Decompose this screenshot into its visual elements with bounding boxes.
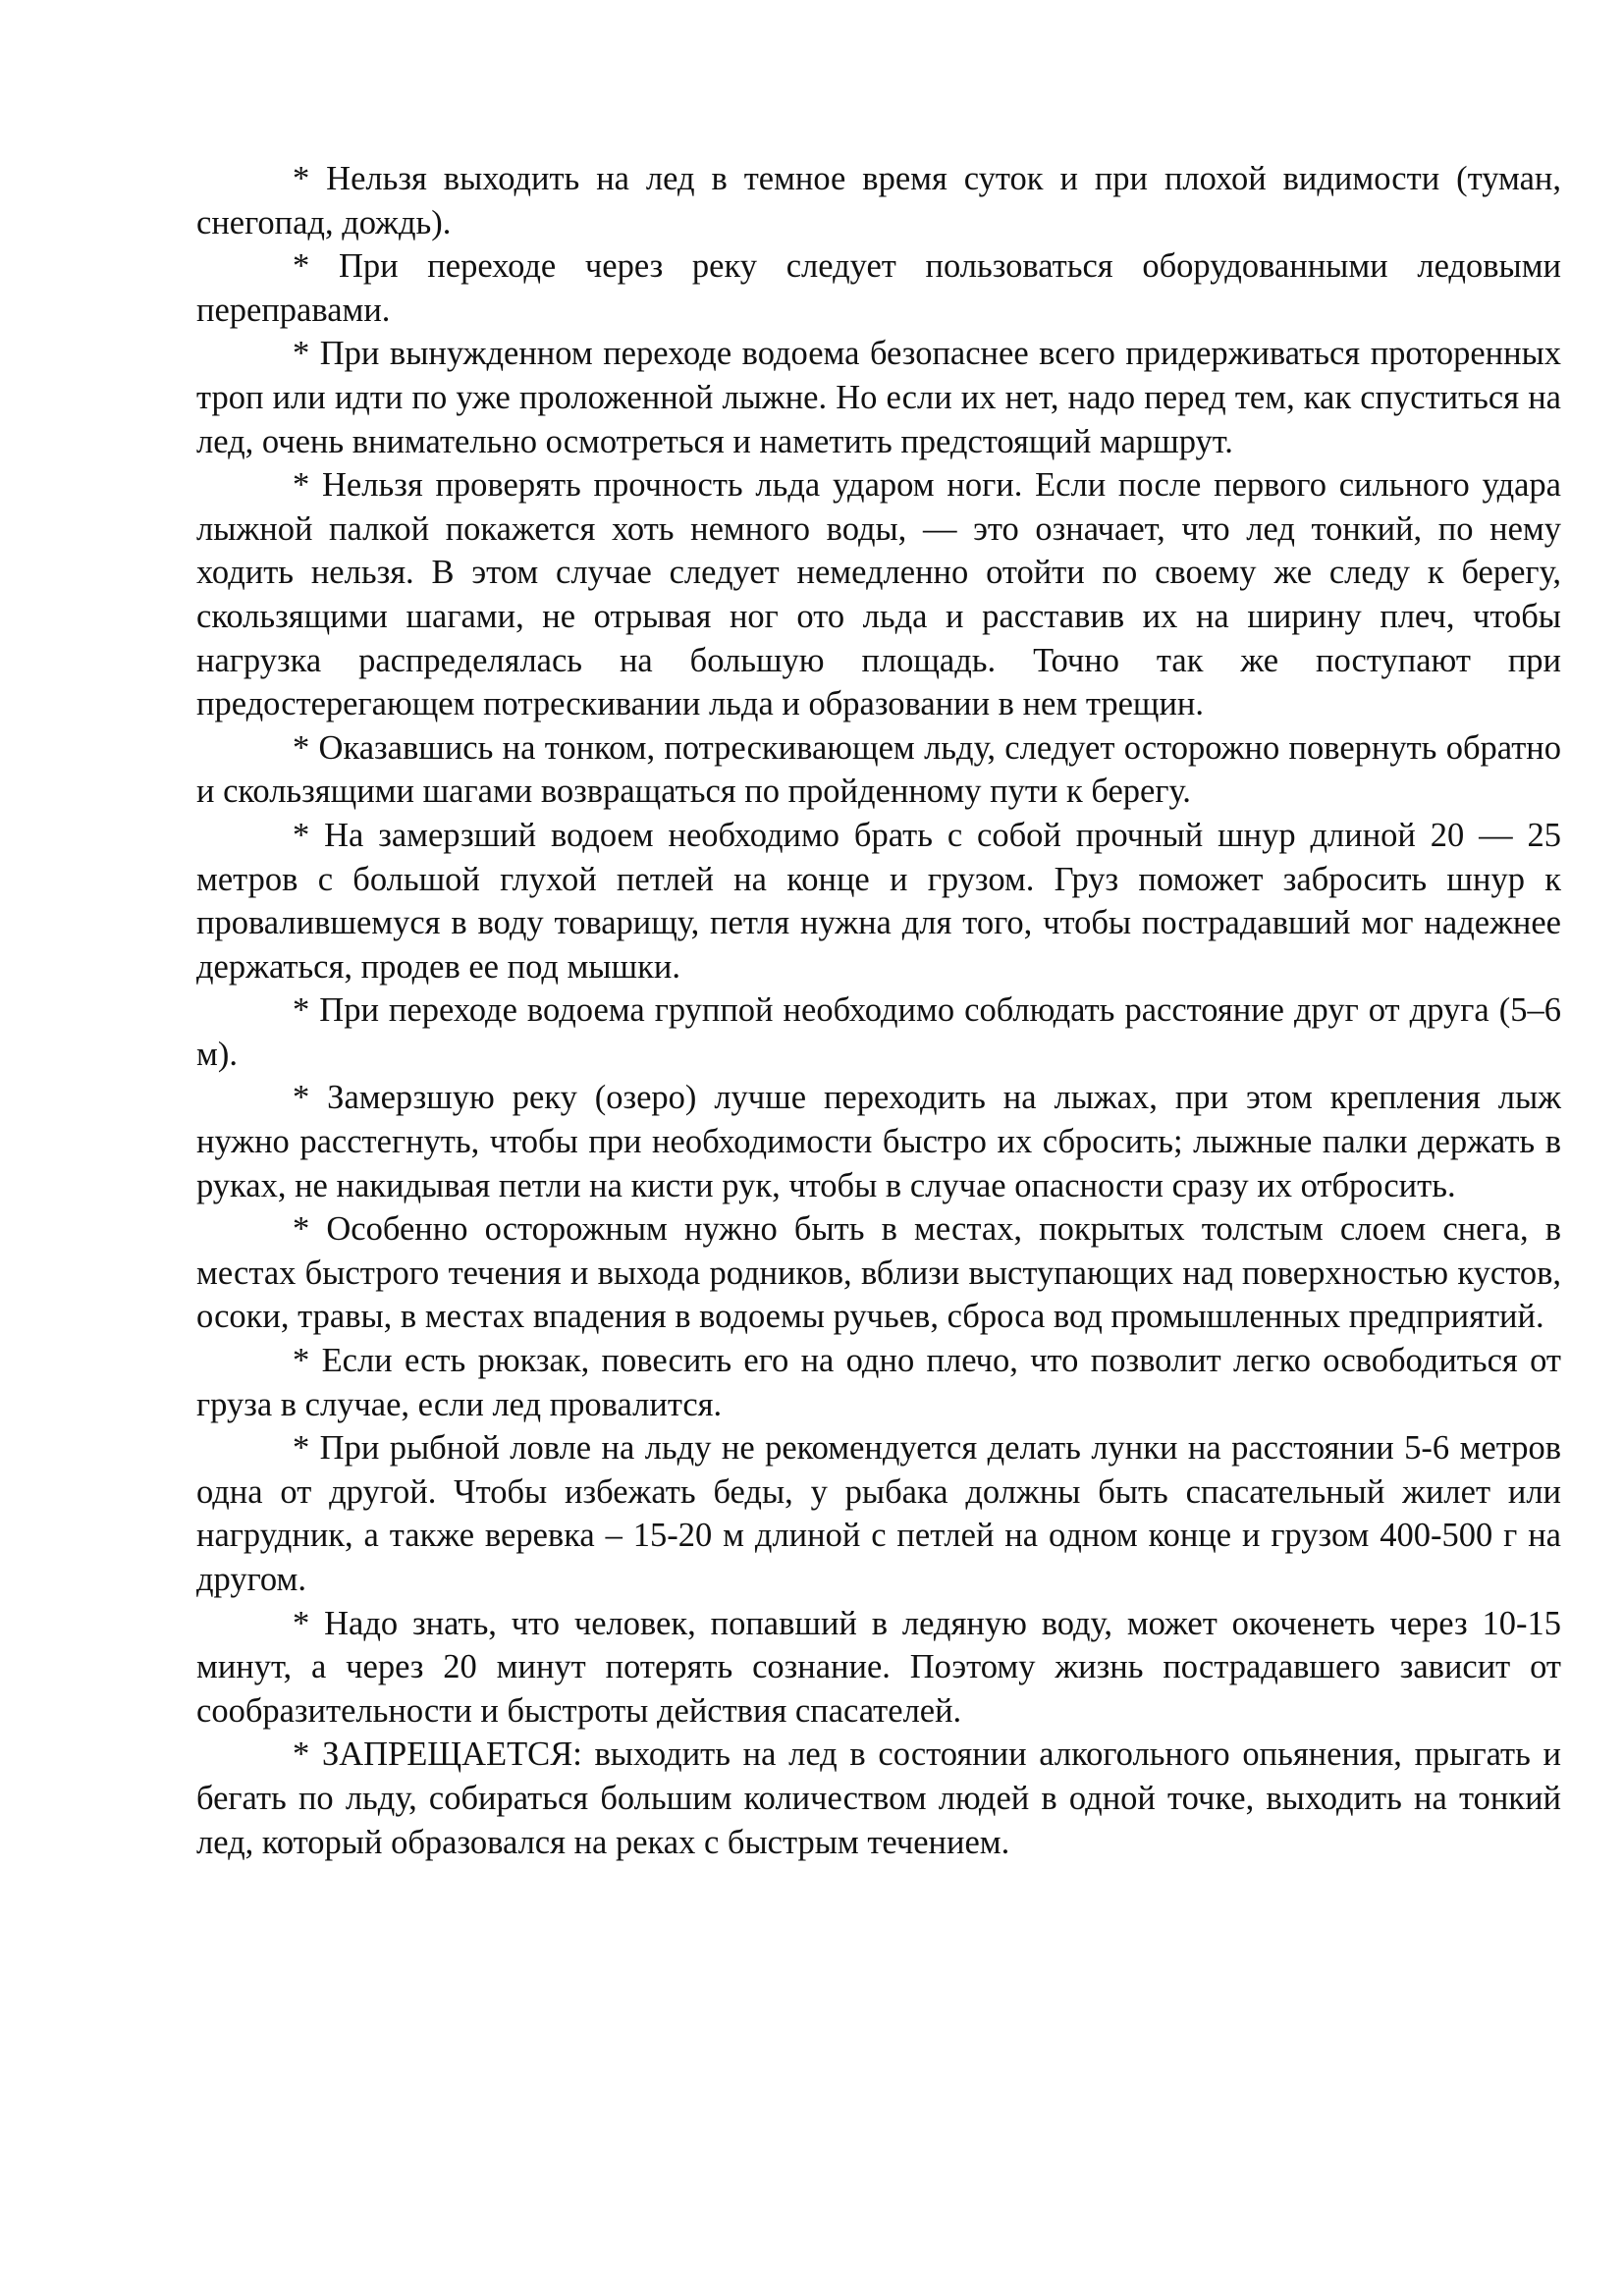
- document-page: [196, 157, 1561, 1864]
- paragraph-dangerous-places: * Особенно осторожным нужно быть в местах, покрытых толстым слоем снега, в местах быстрого течения и выхода родников, вблизи выступающих над поверхностью кустов, осоки, травы, в местах впадения в водоемы ручьев, сброса вод промышленных предприятий.: [196, 1210, 1561, 1336]
- paragraph-fishing: * При рыбной ловле на льду не рекомендуется делать лунки на расстоянии 5-6 метров одна от другой. Чтобы избежать беды, у рыбака должны быть спасательный жилет или нагрудник, а также веревка – 15-20 м длиной с петлей на одном конце и грузом 400-500 г на другом.: [196, 1429, 1561, 1598]
- paragraph-forced-crossing: * При вынужденном переходе водоема безопаснее всего придерживаться проторенных троп или идти по уже проложенной лыжне. Но если их нет, надо перед тем, как спуститься на лед, очень внимательно осмотреться и наметить предстоящий маршрут.: [196, 335, 1561, 460]
- paragraph-prohibited: * ЗАПРЕЩАЕТСЯ: выходить на лед в состоянии алкогольного опьянения, прыгать и бегать по льду, собираться большим количеством людей в одной точке, выходить на тонкий лед, который образовался на реках с быстрым течением.: [196, 1735, 1561, 1861]
- paragraph-dark-time: * Нельзя выходить на лед в темное время суток и при плохой видимости (туман, снегопад, дождь).: [196, 160, 1561, 241]
- paragraph-ice-crossings: * При переходе через реку следует пользоваться оборудованными ледовыми переправами.: [196, 247, 1561, 329]
- paragraph-thin-ice: * Оказавшись на тонком, потрескивающем льду, следует осторожно повернуть обратно и скользящими шагами возвращаться по пройденному пути к берегу.: [196, 728, 1561, 811]
- paragraph-icy-water: * Надо знать, что человек, попавший в ледяную воду, может окоченеть через 10-15 минут, а через 20 минут потерять сознание. Поэтому жизнь пострадавшего зависит от сообразительности и быстроты действия спасателей.: [196, 1604, 1561, 1730]
- paragraph-rope: * На замерзший водоем необходимо брать с собой прочный шнур длиной 20 — 25 метров с большой глухой петлей на конце и грузом. Груз поможет забросить шнур к провалившемуся в воду товарищу, петля нужна для того, чтобы пострадавший мог надежнее держаться, продев ее под мышки.: [196, 816, 1561, 986]
- paragraph-skis: * Замерзшую реку (озеро) лучше переходить на лыжах, при этом крепления лыж нужно расстегнуть, чтобы при необходимости быстро их сбросить; лыжные палки держать в руках, не накидывая петли на кисти рук, чтобы в случае опасности сразу их отбросить.: [196, 1079, 1561, 1204]
- paragraph-backpack: * Если есть рюкзак, повесить его на одно плечо, что позволит легко освободиться от груза в случае, если лед провалится.: [196, 1342, 1561, 1423]
- paragraph-ice-strength: * Нельзя проверять прочность льда ударом ноги. Если после первого сильного удара лыжной палкой покажется хоть немного воды, — это означает, что лед тонкий, по нему ходить нельзя. В этом случае следует немедленно отойти по своему же следу к берегу, скользящими шагами, не отрывая ног ото льда и расставив их на ширину плеч, чтобы нагрузка распределялась на большую площадь. Точно так же поступают при предостерегающем потрескивании льда и образовании в нем трещин.: [196, 466, 1561, 723]
- paragraph-group-distance: * При переходе водоема группой необходимо соблюдать расстояние друг от друга (5–6 м).: [196, 991, 1561, 1073]
